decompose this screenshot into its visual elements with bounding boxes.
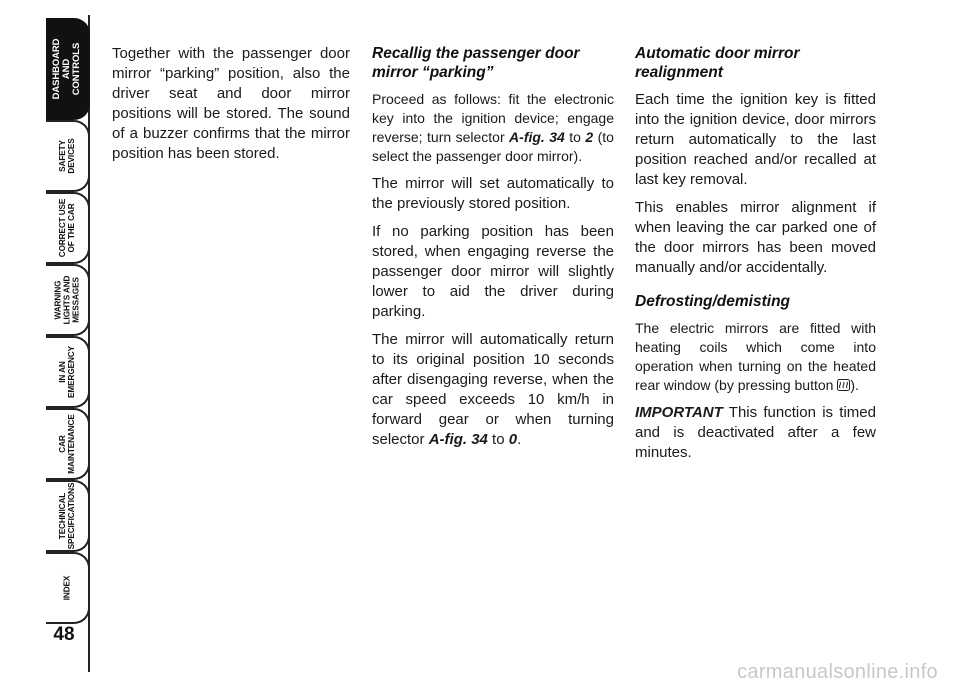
paragraph — [372, 90, 614, 166]
text-run: This function is timed and is deactivated after a few minutes. — [635, 404, 876, 461]
text-column-3 — [635, 44, 876, 471]
figure-reference: A-fig. 34 — [509, 129, 565, 145]
tab-car-maintenance[interactable] — [46, 408, 90, 480]
tab-dashboard-and-controls[interactable] — [46, 18, 90, 120]
heated-rear-window-icon — [837, 377, 850, 389]
tab-safety-devices[interactable] — [46, 120, 90, 192]
text-column-1 — [112, 44, 350, 172]
figure-reference: A-fig. 34 — [428, 431, 488, 448]
tab-label: SAFETY DEVICES — [58, 138, 76, 174]
chapter-sidebar — [0, 0, 100, 692]
tab-in-an-emergency[interactable] — [46, 336, 90, 408]
paragraph: This enables mirror alignment if when leaving the car parked one of the door mirrors has been moved manually and/or accidentally. — [635, 199, 876, 276]
tab-label: TECHNICAL SPECIFICATIONS — [58, 482, 76, 550]
watermark: carmanualsonline.info — [737, 661, 938, 683]
paragraph — [372, 330, 614, 450]
paragraph: Together with the passenger door mirror “parking” position, also the driver seat and door mirror positions will be stored. The sound of a buzzer confirms that the mirror position has been stored. — [112, 45, 350, 162]
paragraph: Each time the ignition key is fitted into the ignition device, door mirrors return automatically to the last position reached and/or recalled at last key removal. — [635, 91, 876, 188]
tab-correct-use[interactable] — [46, 192, 90, 264]
tab-label: DASHBOARD AND CONTROLS — [51, 38, 82, 100]
important-label: IMPORTANT — [635, 404, 723, 421]
text-run: Proceed as follows: fit the electronic key into the ignition device; engage reverse; turn selector — [372, 91, 614, 145]
text-run: (to select the passenger door mirror). — [372, 129, 614, 164]
tab-label: CORRECT USE OF THE CAR — [58, 198, 76, 258]
section-heading: Recallig the passenger door mirror “parking” — [372, 45, 580, 81]
text-run: to — [487, 431, 509, 448]
selector-value: 0 — [508, 431, 518, 448]
selector-value: 2 — [585, 129, 594, 145]
text-column-2 — [372, 44, 614, 458]
text-run: to — [564, 129, 586, 145]
tab-label: IN AN EMERGENCY — [58, 346, 76, 398]
tab-label: INDEX — [62, 575, 72, 601]
section-heading: Defrosting/demisting — [635, 293, 791, 310]
paragraph: The mirror will set automatically to the previously stored position. — [372, 175, 614, 212]
text-run: The electric mirrors are fitted with heating coils which come into operation when turning on the heated rear window (by pressing button — [635, 320, 876, 393]
tab-label: WARNING LIGHTS AND MESSAGES — [53, 275, 81, 325]
text-run: The mirror will automatically return to its original position 10 seconds after disengaging reverse, when the car speed exceeds 10 km/h in forward gear or when turning selector — [372, 331, 614, 448]
page-number: 48 — [53, 624, 75, 645]
paragraph — [635, 403, 876, 463]
paragraph: If no parking position has been stored, when engaging reverse the passenger door mirror will slightly lower to aid the driver during parking. — [372, 223, 614, 320]
tab-index[interactable] — [46, 552, 90, 624]
section-heading: Automatic door mirror realignment — [635, 45, 800, 81]
tab-technical-specifications[interactable] — [46, 480, 90, 552]
text-run: ). — [850, 377, 859, 393]
tab-label: CAR MAINTENANCE — [58, 414, 76, 474]
text-run: . — [517, 431, 522, 448]
paragraph — [635, 319, 876, 395]
tab-warning-lights[interactable] — [46, 264, 90, 336]
